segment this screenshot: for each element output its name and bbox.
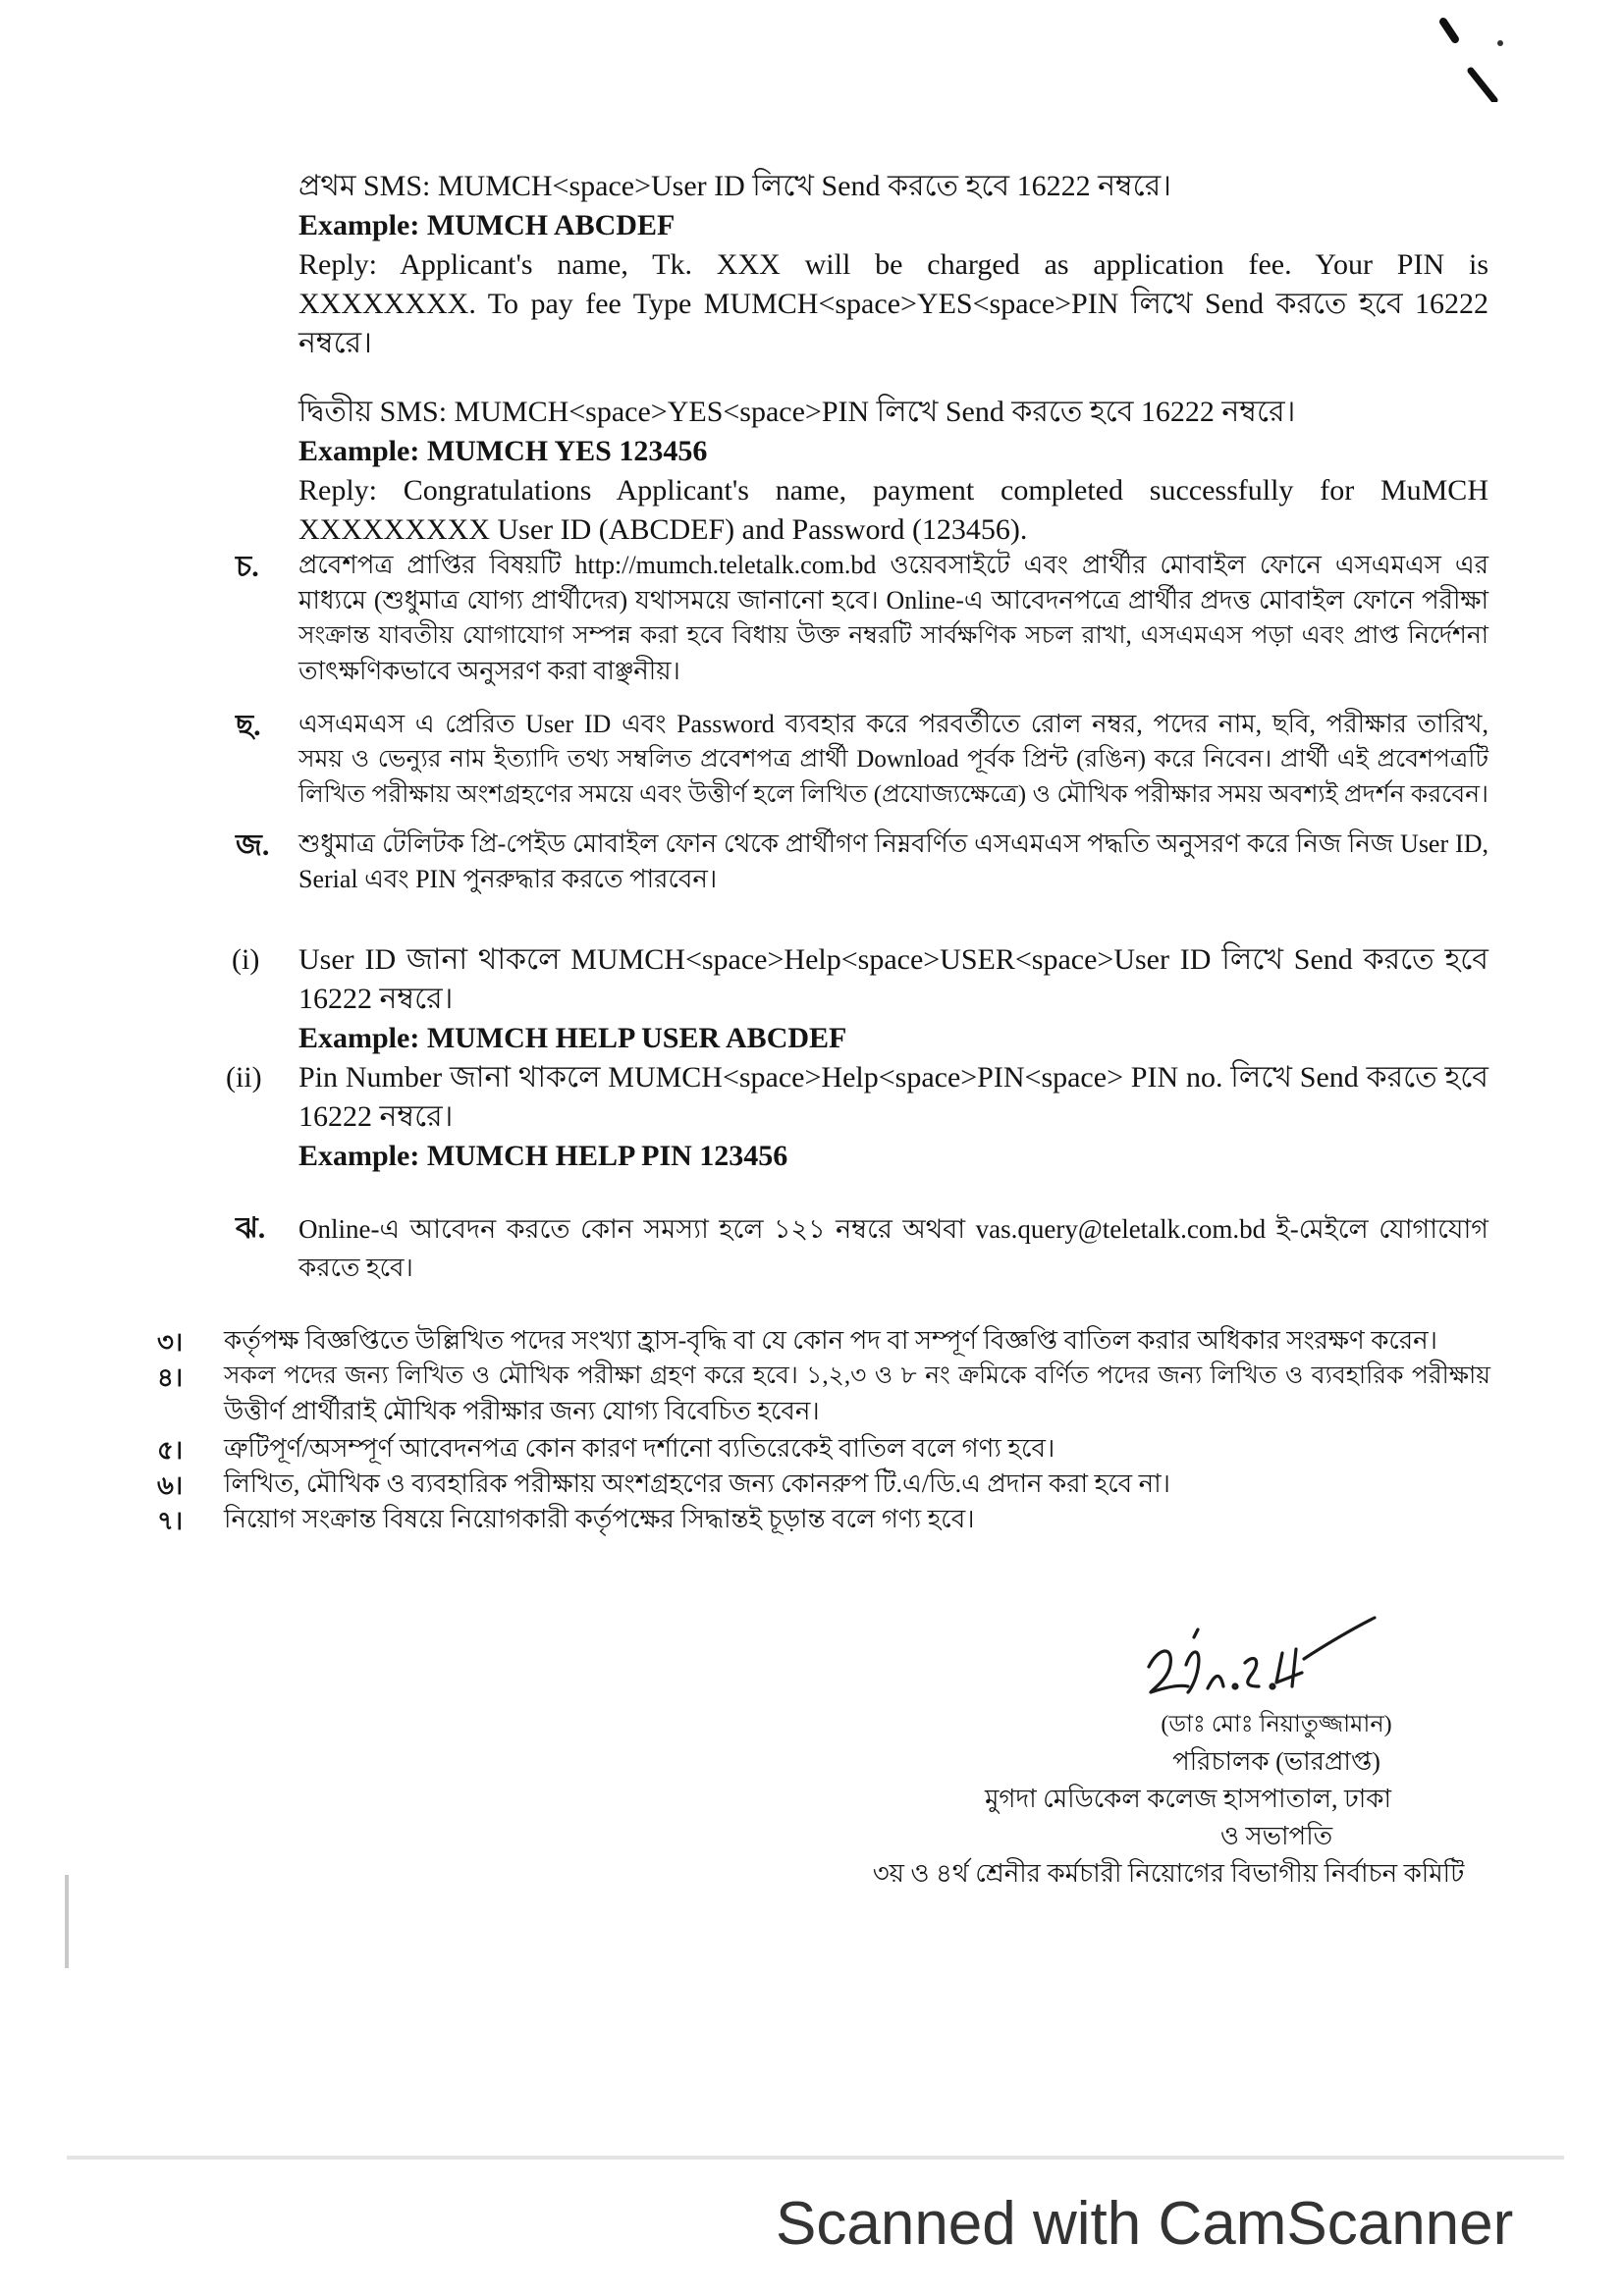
item-text-line: সময় ও ভেন্যুর নাম ইত্যাদি তথ্য সম্বলিত প্রবেশপত্র প্রার্থী Download পূর্বক প্রিন্ট (রঙিন) করে নিবেন। প্রার্থী এই প্রবেশপত্রটি [298, 746, 1488, 773]
numbered-marker: ৩। [157, 1328, 184, 1357]
first-sms-instruction: প্রথম SMS: MUMCH<space>User ID লিখে Send করতে হবে 16222 নম্বরে। [298, 170, 1171, 202]
subitem-text-line: 16222 নম্বরে। [298, 1100, 454, 1133]
item-marker: চ. [236, 551, 259, 583]
item-chha-block [298, 707, 1488, 813]
signatory-committee: ৩য় ও ৪র্থ শ্রেনীর কর্মচারী নিয়োগের বিভাগীয় নির্বাচন কমিটি [872, 1859, 1465, 1888]
item-text-line: শুধুমাত্র টেলিটক প্রি-পেইড মোবাইল ফোন থেকে প্রার্থীগণ নিম্নবর্ণিত এসএমএস পদ্ধতি অনুসরণ করে নিজ নিজ User ID, [298, 829, 1488, 858]
scan-left-edge-mark [65, 1875, 69, 1968]
second-sms-instruction: দ্বিতীয় SMS: MUMCH<space>YES<space>PIN লিখে Send করতে হবে 16222 নম্বরে। [298, 396, 1296, 428]
numbered-text-line: ত্রুটিপূর্ণ/অসম্পূর্ণ আবেদনপত্র কোন কারণ দর্শানো ব্যতিরেকেই বাতিল বলে গণ্য হবে। [224, 1434, 1055, 1463]
numbered-marker: ৬। [157, 1471, 184, 1500]
item-marker: ছ. [236, 710, 261, 742]
item-text-line: লিখিত পরীক্ষায় অংশগ্রহণের সময়ে এবং উত্তীর্ণ হলে লিখিত (প্রযোজ্যক্ষেত্রে) ও মৌখিক পরীক্ষার সময় অবশ্যই প্রদর্শন করবেন। [298, 781, 1488, 808]
item-text-line: করতে হবে। [298, 1254, 413, 1282]
first-sms-reply-line: Reply: Applicant's name, Tk. XXX will be charged as application fee. Your PIN is [298, 248, 1488, 281]
numbered-item-4 [224, 1359, 1490, 1429]
item-text-line: প্রবেশপত্র প্রাপ্তির বিষয়টি http://mumch.teletalk.com.bd ওয়েবসাইটে এবং প্রার্থীর মোবাইল ফোনে এসএমএস এর [298, 551, 1488, 579]
numbered-text-line: সকল পদের জন্য লিখিত ও মৌখিক পরীক্ষা গ্রহণ করে হবে। ১,২,৩ ও ৮ নং ক্রমিকে বর্ণিত পদের জন্য লিখিত ও ব্যবহারিক পরীক্ষায় [224, 1362, 1490, 1389]
item-ja-block [298, 827, 1488, 897]
subitem-marker: (i) [232, 943, 260, 976]
numbered-marker: ৭। [157, 1507, 184, 1535]
item-jha-block [298, 1209, 1488, 1288]
camscanner-watermark: Scanned with CamScanner [776, 2190, 1514, 2258]
subitem-text-line: 16222 নম্বরে। [298, 983, 454, 1015]
numbered-text-line: লিখিত, মৌখিক ও ব্যবহারিক পরীক্ষায় অংশগ্রহণের জন্য কোনরুপ টি.এ/ডি.এ প্রদান করা হবে না। [224, 1469, 1170, 1498]
first-sms-example: Example: MUMCH ABCDEF [298, 209, 676, 241]
item-marker: জ. [236, 829, 270, 862]
numbered-item-7 [224, 1502, 1490, 1537]
second-sms-example: Example: MUMCH YES 123456 [298, 435, 708, 467]
subitem-text-line: Pin Number জানা থাকলে MUMCH<space>Help<space>PIN<space> PIN no. লিখে Send করতে হবে [298, 1061, 1488, 1094]
subitem-marker: (ii) [226, 1061, 262, 1094]
numbered-item-6 [224, 1467, 1490, 1502]
numbered-item-5 [224, 1431, 1490, 1467]
subitem-text-line: User ID জানা থাকলে MUMCH<space>Help<space>USER<space>User ID লিখে Send করতে হবে [298, 943, 1488, 976]
numbered-text-line: নিয়োগ সংক্রান্ত বিষয়ে নিয়োগকারী কর্তৃপক্ষের সিদ্ধান্তই চূড়ান্ত বলে গণ্য হবে। [224, 1505, 975, 1533]
numbered-marker: ৫। [157, 1436, 184, 1465]
signatory-name: (ডাঃ মোঃ নিয়াতুজ্জামান) [1161, 1712, 1392, 1737]
second-sms-reply-line: Reply: Congratulations Applicant's name, payment completed successfully for MuMCH [298, 474, 1488, 507]
signatory-title: পরিচালক (ভারপ্রাপ্ত) [1172, 1747, 1380, 1776]
handwritten-signature [1129, 1608, 1394, 1716]
signatory-organization: মুগদা মেডিকেল কলেজ হাসপাতাল, ঢাকা [985, 1785, 1391, 1813]
item-text-line: মাধ্যমে (শুধুমাত্র যোগ্য প্রার্থীদের) যথাসময়ে জানানো হবে। Online-এ আবেদনপত্রে প্রার্থীর প্রদত্ত মোবাইল ফোনে পরীক্ষা [298, 586, 1488, 614]
item-cha-block [298, 548, 1488, 689]
numbered-text-line: কর্তৃপক্ষ বিজ্ঞপ্তিতে উল্লিখিত পদের সংখ্যা হ্রাস-বৃদ্ধি বা যে কোন পদ বা সম্পূর্ণ বিজ্ঞপ্তি বাতিল করার অধিকার সংরক্ষণ করেন। [224, 1326, 1437, 1355]
subitem-example: Example: MUMCH HELP USER ABCDEF [298, 1022, 847, 1054]
item-text-line: এসএমএস এ প্রেরিত User ID এবং Password ব্যবহার করে পরবর্তীতে রোল নম্বর, পদের নাম, ছবি, পরীক্ষার তারিখ, [298, 710, 1488, 738]
item-marker: ঝ. [236, 1212, 266, 1245]
scan-corner-mark [1434, 14, 1512, 102]
subitem-i-block [298, 940, 1488, 1058]
item-text-line: তাৎক্ষণিকভাবে অনুসরণ করা বাঞ্ছনীয়। [298, 657, 680, 685]
first-sms-reply-line: নম্বরে। [298, 327, 372, 359]
subitem-ii-block [298, 1058, 1488, 1176]
numbered-text-line: উত্তীর্ণ প্রার্থীরাই মৌখিক পরীক্ষার জন্য যোগ্য বিবেচিত হবেন। [224, 1397, 820, 1425]
first-sms-reply-line: XXXXXXXX. To pay fee Type MUMCH<space>YES<space>PIN লিখে Send করতে হবে 16222 [298, 288, 1488, 320]
scan-bottom-edge [67, 2156, 1564, 2160]
item-text-line: Serial এবং PIN পুনরুদ্ধার করতে পারবেন। [298, 865, 718, 893]
item-text-line: Online-এ আবেদন করতে কোন সমস্যা হলে ১২১ নম্বরে অথবা vas.query@teletalk.com.bd ই-মেইলে যোগাযোগ [298, 1214, 1488, 1244]
numbered-marker: ৪। [157, 1363, 184, 1392]
item-text-line: সংক্রান্ত যাবতীয় যোগাযোগ সম্পন্ন করা হবে বিধায় উক্ত নম্বরটি সার্বক্ষণিক সচল রাখা, এসএমএস পড়া এবং প্রাপ্ত নির্দেশনা [298, 622, 1488, 649]
second-sms-reply-line: XXXXXXXXX User ID (ABCDEF) and Password (123456). [298, 513, 1028, 546]
signatory-role: ও সভাপতি [1219, 1822, 1333, 1850]
subitem-example: Example: MUMCH HELP PIN 123456 [298, 1140, 788, 1172]
first-sms-block [298, 167, 1488, 363]
numbered-item-3 [224, 1323, 1490, 1359]
second-sms-block [298, 393, 1488, 550]
